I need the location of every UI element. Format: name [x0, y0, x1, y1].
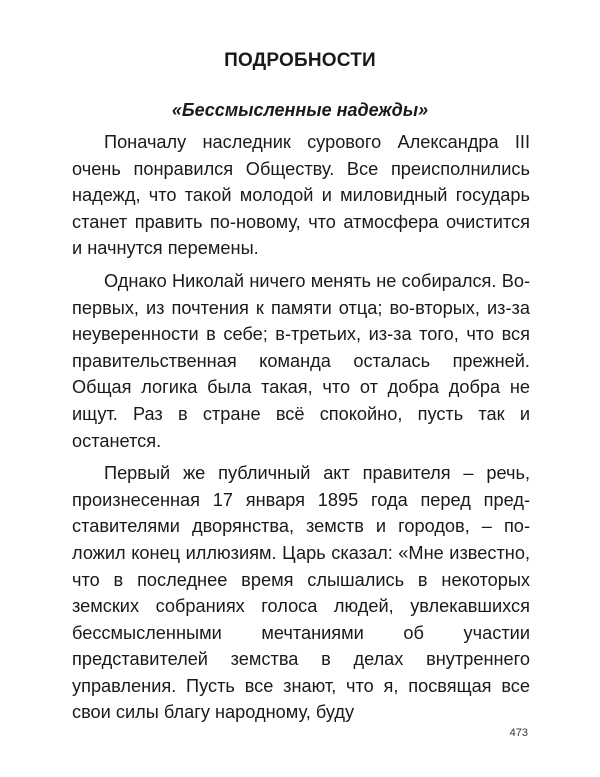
paragraph: Однако Николай ничего менять не собирался. Во-первых, из почтения к памяти отца; во-вторых, из-за неуверенности в себе; в-третьих, из-за того, что вся правительственная команда осталась прежней. Общая логика была такая, что от добра добра не ищут. Раз в стране всё спокойно, пусть так и останется.: [72, 270, 530, 451]
chapter-subtitle: «Бессмысленные надежды»: [171, 100, 429, 120]
paragraph: Поначалу наследник сурового Александра III очень понравился Обществу. Все преисполнились надежд, что такой молодой и миловидный государь станет править по-новому, что атмосфера очистится и начнутся перемены.: [72, 132, 530, 259]
paragraph: Первый же публичный акт правителя – речь, произнесенная 17 января 1895 года перед представителями дворянства, земств и городов, – положил конец иллюзиям. Царь сказал: «Мне известно, что в последнее время слышались в некоторых земских собраниях голоса людей, увлекавшихся бессмысленными мечтаниями об участии представителей земства в делах внутреннего управления. Пусть все знают, что я, посвящая все свои силы благу народному, буду: [72, 463, 530, 723]
section-title: ПОДРОБНОСТИ: [224, 50, 376, 71]
page-number: 473: [509, 727, 528, 739]
body-text: [72, 129, 530, 726]
